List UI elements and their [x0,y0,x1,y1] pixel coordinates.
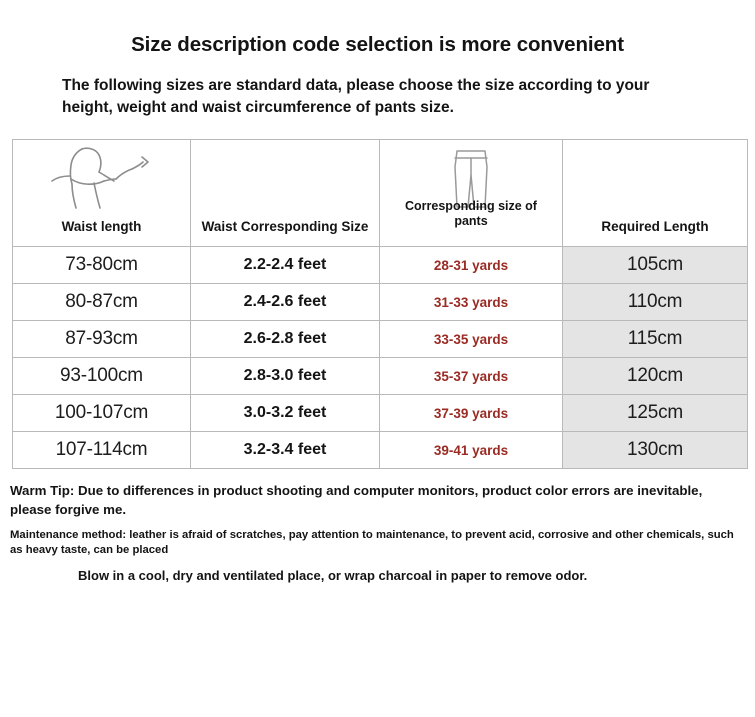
cell-pants-size: 33-35 yards [380,321,563,358]
cell-waist-size: 3.2-3.4 feet [191,432,380,469]
page-subtitle: The following sizes are standard data, please choose the size according to your height, weight and waist circumference of pants size. [62,77,650,116]
cell-pants-size: 37-39 yards [380,395,563,432]
header-label-pants-size: Corresponding size of pants [405,198,537,229]
waist-measure-icon [13,144,190,212]
cell-required-length: 130cm [563,432,748,469]
cell-waist-length: 93-100cm [13,358,191,395]
warm-tip-text: Warm Tip: Due to differences in product shooting and computer monitors, product color errors are inevitable, please forgive me. [10,483,703,518]
cell-required-length: 105cm [563,247,748,284]
table-row [13,321,748,358]
cell-waist-size: 2.4-2.6 feet [191,284,380,321]
cell-pants-size: 28-31 yards [380,247,563,284]
cell-waist-size: 2.6-2.8 feet [191,321,380,358]
cell-pants-size: 31-33 yards [380,284,563,321]
header-cell-waist-size [191,140,380,247]
table-row [13,432,748,469]
cell-pants-size: 39-41 yards [380,432,563,469]
table-row [13,284,748,321]
table-row [13,358,748,395]
header-label-required-length: Required Length [601,219,709,235]
page-title: Size description code selection is more convenient [131,33,624,56]
size-table-container [12,139,743,469]
cell-waist-length: 80-87cm [13,284,191,321]
maintenance-text: Maintenance method: leather is afraid of scratches, pay attention to maintenance, to prevent acid, corrosive and other chemicals, such as heavy taste, can be placed [10,528,734,556]
cell-pants-size: 35-37 yards [380,358,563,395]
size-table [12,139,748,469]
header-label-waist-size: Waist Corresponding Size [201,219,369,235]
cell-required-length: 120cm [563,358,748,395]
blow-dry-text: Blow in a cool, dry and ventilated place, or wrap charcoal in paper to remove odor. [78,568,588,584]
cell-waist-length: 87-93cm [13,321,191,358]
header-cell-required-length [563,140,748,247]
size-chart-page [0,33,755,717]
table-row [13,247,748,284]
cell-waist-size: 3.0-3.2 feet [191,395,380,432]
notes-section [10,481,745,586]
cell-waist-size: 2.2-2.4 feet [191,247,380,284]
header-cell-pants-size [380,140,563,247]
cell-waist-length: 73-80cm [13,247,191,284]
cell-waist-length: 107-114cm [13,432,191,469]
cell-required-length: 110cm [563,284,748,321]
header-cell-waist-length [13,140,191,247]
cell-waist-length: 100-107cm [13,395,191,432]
table-row [13,395,748,432]
cell-required-length: 115cm [563,321,748,358]
cell-waist-size: 2.8-3.0 feet [191,358,380,395]
header-label-waist-length: Waist length [61,219,142,235]
cell-required-length: 125cm [563,395,748,432]
table-header-row [13,140,748,247]
